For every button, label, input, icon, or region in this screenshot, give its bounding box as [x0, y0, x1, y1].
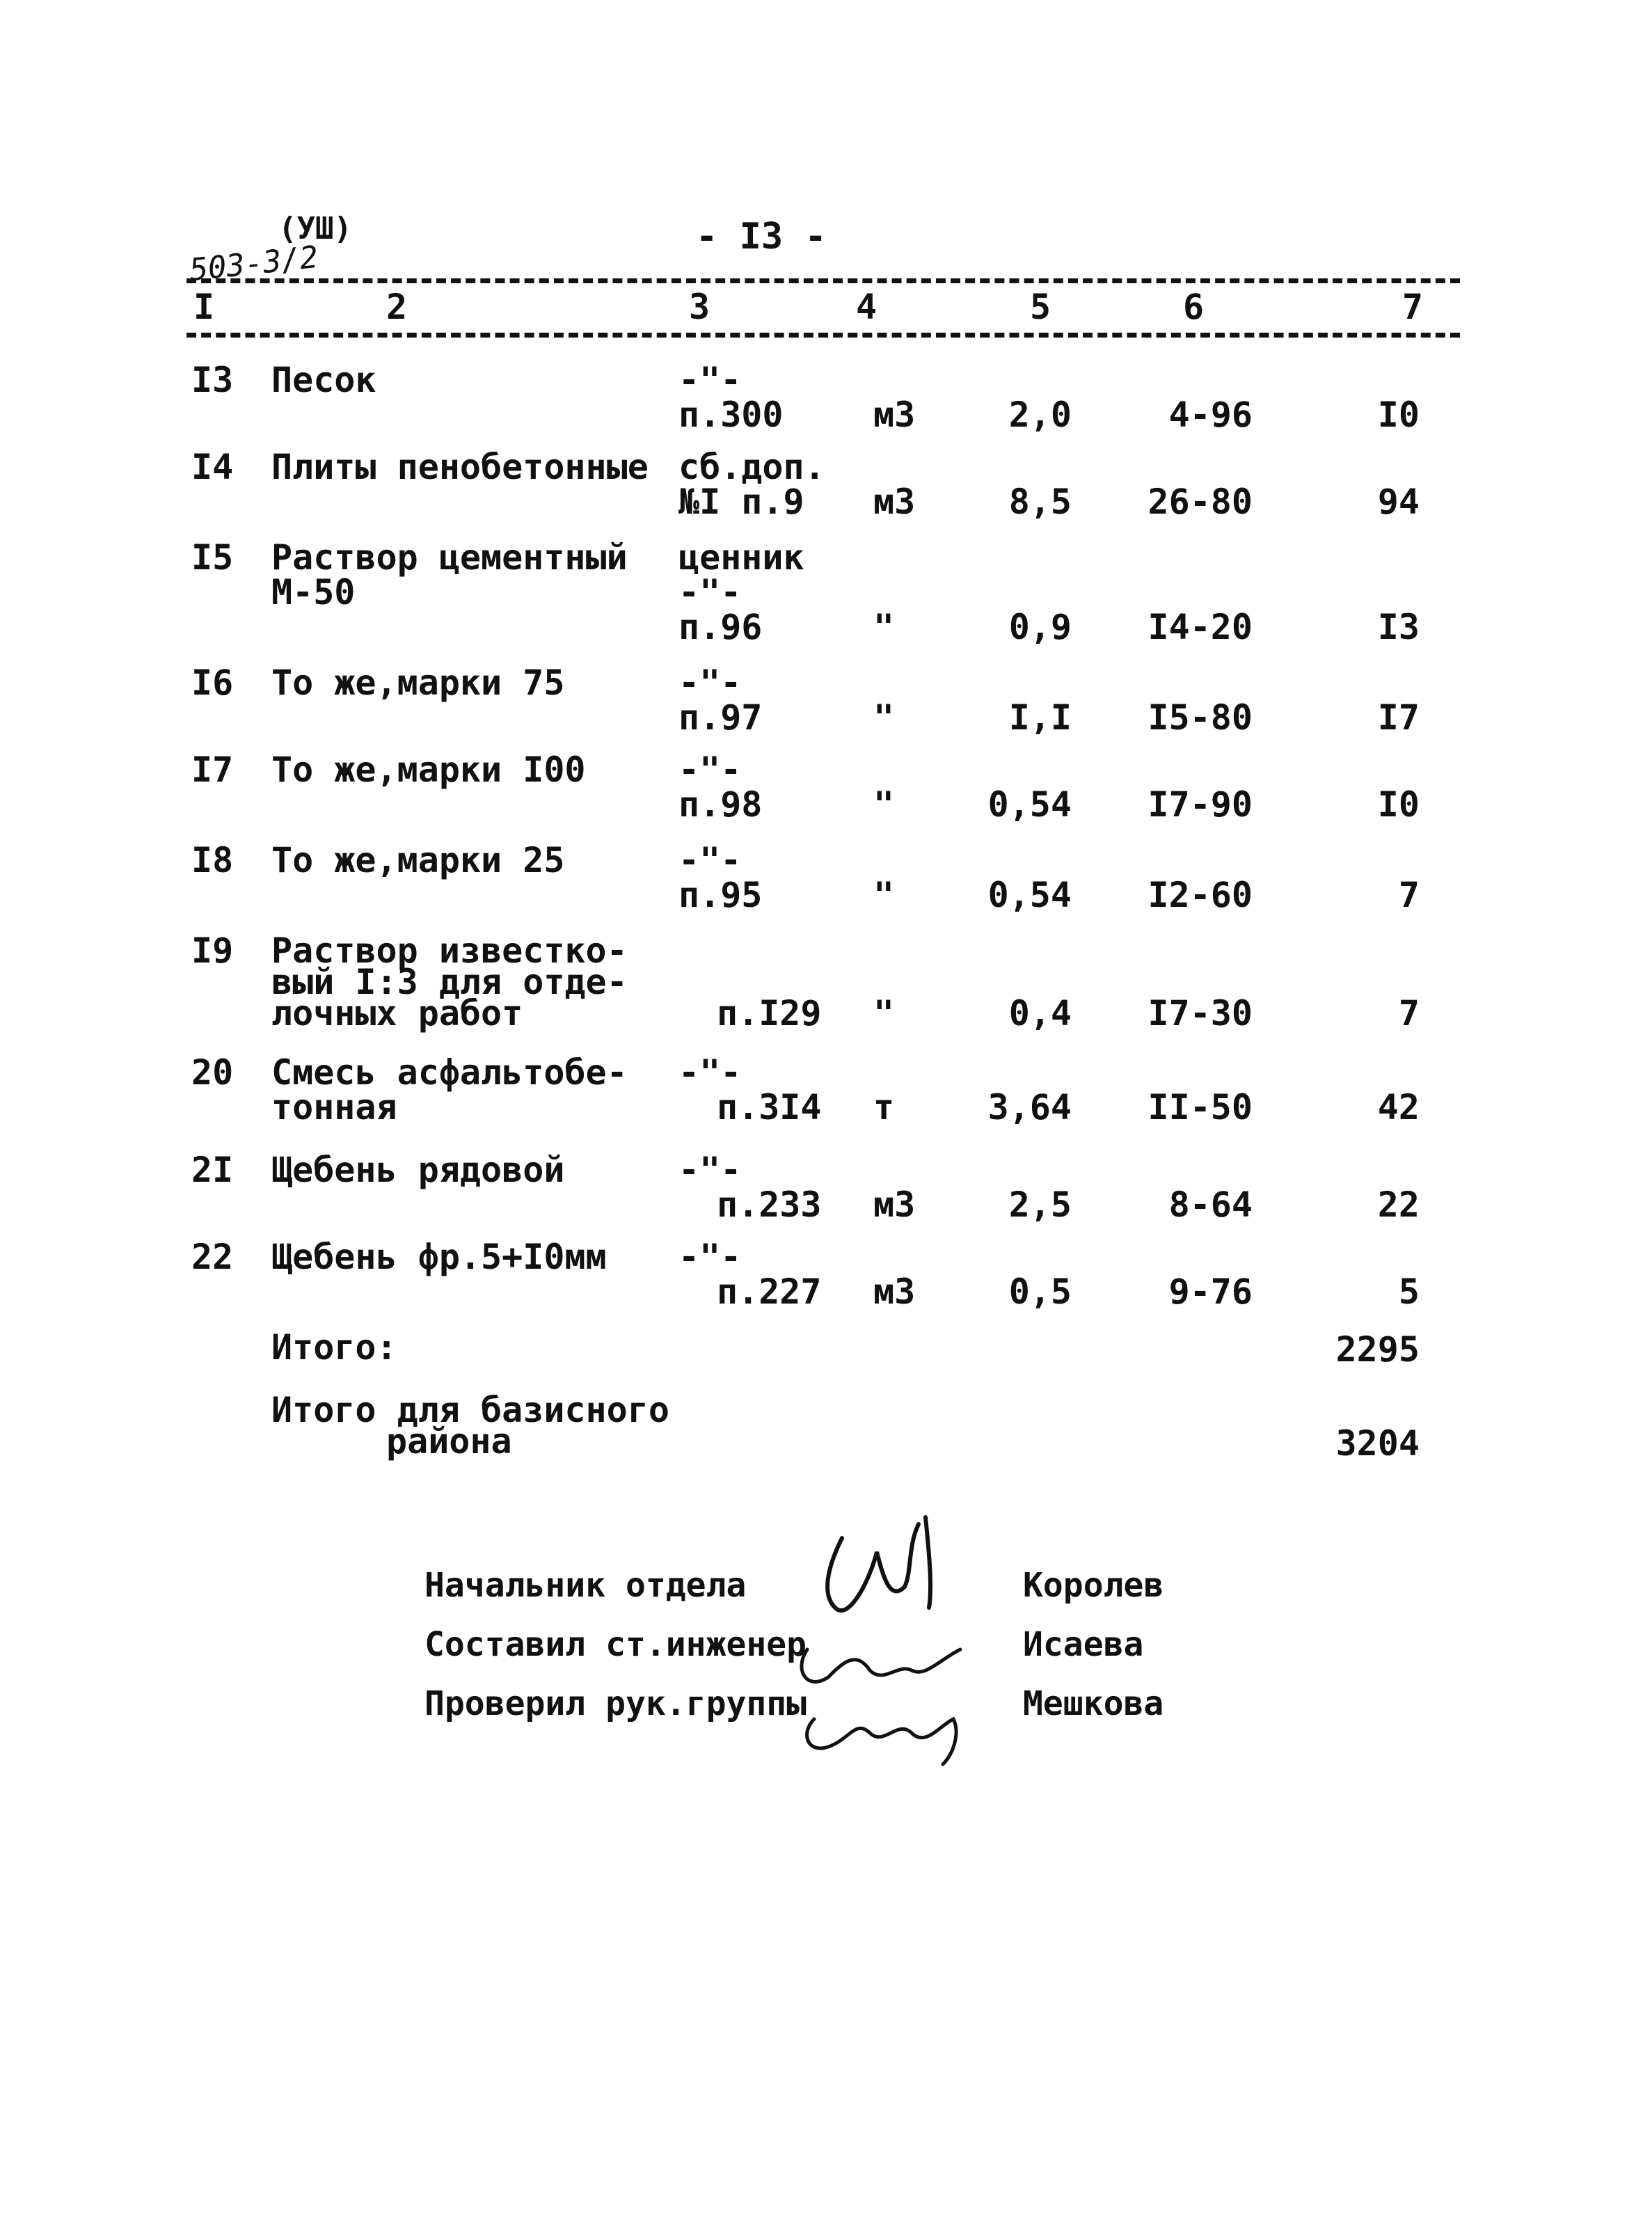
page-number: - I3 - [696, 216, 827, 258]
source-ref: п.300 [678, 395, 784, 435]
material-name: Раствор цементный [271, 537, 628, 578]
row-number: 20 [191, 1052, 234, 1093]
source-ref: -"- [678, 750, 742, 790]
source-ref: п.227 [717, 1272, 822, 1312]
source-ref: -"- [678, 1052, 742, 1093]
source-ref: -"- [678, 663, 742, 703]
unit: м3 [873, 1185, 916, 1225]
header-bottom-rule [186, 333, 1460, 338]
quantity: 0,4 [1008, 993, 1072, 1034]
handwritten-code: 503-3/2 [187, 239, 320, 289]
row-total: 22 [1377, 1185, 1420, 1225]
row-total: I0 [1377, 395, 1420, 435]
unit: " [873, 607, 895, 647]
base-total-label: Итого для базисного [271, 1390, 669, 1430]
material-name-line2: тонная [271, 1087, 397, 1127]
row-total: 94 [1377, 482, 1420, 522]
unit: " [873, 697, 895, 738]
quantity: 0,9 [1008, 607, 1072, 647]
quantity: 2,0 [1008, 395, 1072, 435]
row-number: I6 [191, 663, 234, 703]
unit-price: 8-64 [1168, 1185, 1253, 1225]
quantity: 0,54 [987, 875, 1072, 915]
material-name: То же,марки 75 [271, 663, 565, 703]
source-ref: п.96 [678, 607, 763, 647]
row-number: I9 [191, 931, 234, 971]
column-header-2: 2 [386, 287, 408, 327]
row-total: 5 [1398, 1272, 1420, 1312]
quantity: 8,5 [1008, 482, 1072, 522]
unit-price: 26-80 [1147, 482, 1253, 522]
unit-price: I4-20 [1147, 607, 1253, 647]
source-ref: -"- [678, 572, 742, 612]
material-name: Щебень рядовой [271, 1150, 565, 1190]
unit-price: I5-80 [1147, 697, 1253, 738]
column-header-6: 6 [1183, 287, 1205, 327]
material-name: То же,марки 25 [271, 840, 565, 880]
column-header-3: 3 [689, 287, 710, 327]
unit: " [873, 784, 895, 825]
material-name: Смесь асфальтобе- [271, 1052, 628, 1093]
unit: т [873, 1087, 895, 1127]
source-ref: п.97 [678, 697, 763, 738]
row-number: 2I [191, 1150, 234, 1190]
base-total-label-line2: района [386, 1421, 512, 1462]
signature-role-3: Проверил рук.группы [424, 1684, 807, 1723]
material-name: Щебень фр.5+I0мм [271, 1237, 607, 1277]
row-number: 22 [191, 1237, 234, 1277]
material-name: Плиты пенобетонные [271, 447, 649, 487]
row-total: I3 [1377, 607, 1420, 647]
source-ref: -"- [678, 360, 742, 400]
signature-name-3: Мешкова [1023, 1684, 1164, 1723]
unit-price: 4-96 [1168, 395, 1253, 435]
quantity: 2,5 [1008, 1185, 1072, 1225]
row-total: I0 [1377, 784, 1420, 825]
material-name-line2: вый I:3 для отде- [271, 962, 628, 1002]
source-ref: п.95 [678, 875, 763, 915]
source-ref: -"- [678, 840, 742, 880]
section-code: (УШ) [278, 211, 352, 246]
unit-price: I2-60 [1147, 875, 1253, 915]
unit-price: 9-76 [1168, 1272, 1253, 1312]
row-total: 42 [1377, 1087, 1420, 1127]
quantity: 3,64 [987, 1087, 1072, 1127]
row-total: 7 [1398, 993, 1420, 1034]
source-ref: п.I29 [717, 993, 822, 1034]
source-ref: -"- [678, 1150, 742, 1190]
source-ref: -"- [678, 1237, 742, 1277]
row-total: 7 [1398, 875, 1420, 915]
quantity: I,I [1008, 697, 1072, 738]
row-number: I5 [191, 537, 234, 578]
source-ref: №I п.9 [678, 482, 804, 522]
source-ref: п.3I4 [717, 1087, 822, 1127]
column-header-4: 4 [856, 287, 877, 327]
unit: " [873, 993, 895, 1034]
itogo-value: 2295 [1335, 1329, 1420, 1370]
source-ref: п.98 [678, 784, 763, 825]
row-number: I8 [191, 840, 234, 880]
quantity: 0,5 [1008, 1272, 1072, 1312]
document-code [187, 211, 352, 289]
source-ref: ценник [678, 537, 804, 578]
row-number: I7 [191, 750, 234, 790]
header-top-rule [186, 278, 1460, 283]
itogo-label: Итого: [271, 1327, 397, 1368]
unit-price: I7-30 [1147, 993, 1253, 1034]
signature-role-1: Начальник отдела [424, 1566, 747, 1605]
row-number: I3 [191, 360, 234, 400]
material-name: Раствор известко- [271, 931, 628, 971]
row-total: I7 [1377, 697, 1420, 738]
unit-price: II-50 [1147, 1087, 1253, 1127]
material-name: То же,марки I00 [271, 750, 586, 790]
source-ref: сб.доп. [678, 447, 825, 487]
signature-role-2: Составил ст.инженер [424, 1625, 807, 1664]
column-header-5: 5 [1030, 287, 1051, 327]
base-total-value: 3204 [1335, 1423, 1420, 1464]
signature-name-2: Исаева [1023, 1625, 1144, 1664]
unit: м3 [873, 395, 916, 435]
quantity: 0,54 [987, 784, 1072, 825]
unit-price: I7-90 [1147, 784, 1253, 825]
row-number: I4 [191, 447, 234, 487]
source-ref: п.233 [717, 1185, 822, 1225]
column-header-1: I [193, 287, 215, 327]
column-header-7: 7 [1402, 287, 1424, 327]
unit: м3 [873, 1272, 916, 1312]
material-name: Песок [271, 360, 376, 400]
unit: м3 [873, 482, 916, 522]
handwritten-signatures [786, 1510, 1023, 1775]
material-name-line3: лочных работ [271, 993, 523, 1034]
signature-name-1: Королев [1023, 1566, 1164, 1605]
unit: " [873, 875, 895, 915]
material-name-line2: М-50 [271, 572, 356, 612]
